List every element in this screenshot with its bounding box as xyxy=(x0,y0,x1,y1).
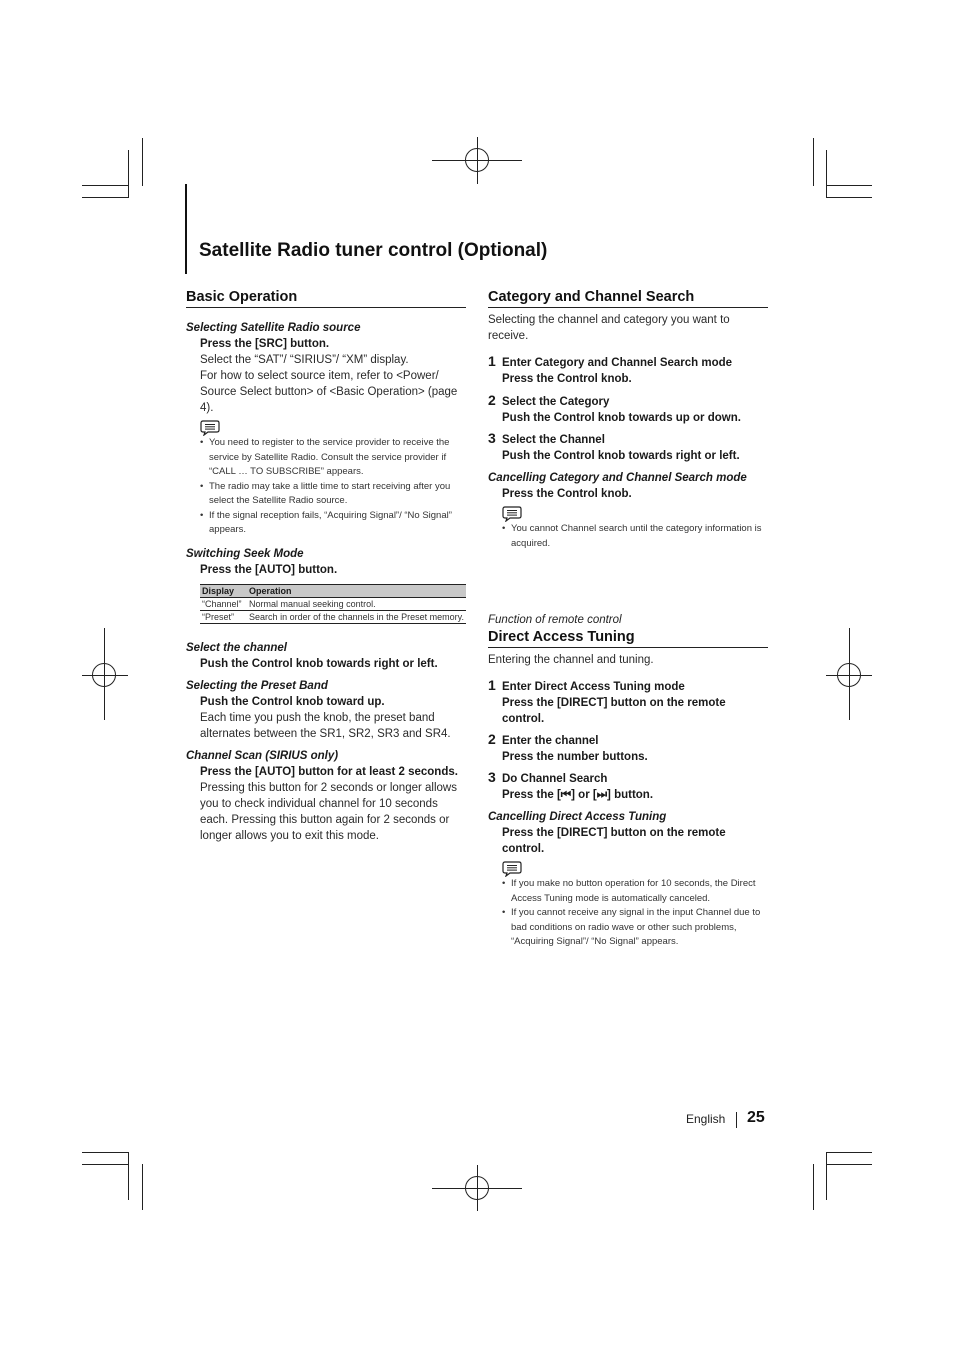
command-text: Press the [AUTO] button for at least 2 seconds. xyxy=(200,765,458,778)
notes-list xyxy=(488,522,768,551)
table-cell: “Preset” xyxy=(200,610,247,623)
note-icon xyxy=(200,420,220,436)
command-text: Press the [AUTO] button. xyxy=(200,563,338,576)
step-number: 2 xyxy=(488,392,496,408)
table-cell: Search in order of the channels in the Preset memory. xyxy=(249,611,464,622)
title-rule xyxy=(185,184,187,274)
step-item xyxy=(488,432,768,464)
table-row xyxy=(200,610,466,623)
subsection-title: Selecting Satellite Radio source xyxy=(186,322,361,334)
subsection-title: Cancelling Direct Access Tuning xyxy=(488,811,667,823)
command-text: Push the Control knob toward up. xyxy=(200,695,385,708)
section-title: Direct Access Tuning xyxy=(488,628,768,648)
command-text: Press the Control knob. xyxy=(502,488,632,500)
category-search-section xyxy=(488,288,768,551)
notes-list xyxy=(488,877,768,950)
step-title: Select the Channel xyxy=(502,434,605,446)
section-title: Category and Channel Search xyxy=(488,288,768,308)
body-text: Each time you push the knob, the preset band alternates between the SR1, SR2, SR3 and SR4. xyxy=(200,711,451,740)
subsection-title: Select the channel xyxy=(186,641,287,654)
table-cell: Normal manual seeking control. xyxy=(247,597,466,610)
table-row xyxy=(200,597,466,610)
function-label: Function of remote control xyxy=(488,614,622,626)
footer-divider xyxy=(736,1112,737,1128)
body-text: For how to select source item, refer to <Power/ Source Select button> of <Basic Operation> (page 4). xyxy=(200,370,458,414)
step-item xyxy=(488,679,768,727)
page-number: 25 xyxy=(747,1109,765,1126)
step-action: Press the [⏮] or [⏭] button. xyxy=(502,789,654,801)
intro-text: Entering the channel and tuning. xyxy=(488,654,654,666)
step-number: 1 xyxy=(488,353,496,369)
step-item xyxy=(488,733,768,765)
step-title: Enter Direct Access Tuning mode xyxy=(502,681,685,693)
page-title: Satellite Radio tuner control (Optional) xyxy=(199,240,548,261)
direct-access-section xyxy=(488,612,768,950)
command-text: Press the [SRC] button. xyxy=(200,338,330,350)
step-title: Enter Category and Channel Search mode xyxy=(502,357,733,369)
basic-operation-section xyxy=(186,288,466,844)
step-action: Push the Control knob towards right or left. xyxy=(502,450,740,462)
note-icon xyxy=(502,861,522,877)
section-title: Basic Operation xyxy=(186,288,466,308)
note-item: • You need to register to the service provider to receive the service by Satellite Radio. Consult the service provider if “CALL … TO SUBSCRIBE” appears. xyxy=(200,436,466,480)
subsection-title: Switching Seek Mode xyxy=(186,547,304,560)
step-action: Push the Control knob towards up or down. xyxy=(502,412,741,424)
step-item xyxy=(488,394,768,426)
step-title: Select the Category xyxy=(502,396,610,408)
step-number: 1 xyxy=(488,677,496,693)
intro-text: Selecting the channel and category you want to receive. xyxy=(488,314,730,342)
step-action: Press the [DIRECT] button on the remote control. xyxy=(502,697,726,725)
notes-list xyxy=(186,436,466,538)
note-item: • If you cannot receive any signal in the input Channel due to bad conditions on radio wave or other such problems, “Acquiring Signal”/ “No Signal” appears. xyxy=(502,906,768,950)
footer-language: English xyxy=(686,1112,726,1126)
table-cell: “Channel” xyxy=(200,597,247,610)
note-item: • If you make no button operation for 10 seconds, the Direct Access Tuning mode is automatically canceled. xyxy=(502,877,768,906)
seek-mode-table xyxy=(200,584,466,624)
step-number: 2 xyxy=(488,731,496,747)
subsection-title: Cancelling Category and Channel Search mode xyxy=(488,472,747,484)
table-header: Display xyxy=(200,584,247,597)
note-item: • You cannot Channel search until the category information is acquired. xyxy=(502,522,768,551)
step-title: Enter the channel xyxy=(502,735,599,747)
body-text: Select the “SAT”/ “SIRIUS”/ “XM” display. xyxy=(200,354,409,366)
step-number: 3 xyxy=(488,769,496,785)
command-text: Press the [DIRECT] button on the remote control. xyxy=(502,827,726,855)
step-action: Press the Control knob. xyxy=(502,373,632,385)
subsection-title: Selecting the Preset Band xyxy=(186,679,328,692)
note-icon xyxy=(502,506,522,522)
step-action: Press the number buttons. xyxy=(502,751,648,763)
body-text: Pressing this button for 2 seconds or longer allows you to check individual channel for 10 seconds each. Pressing this button again for 2 seconds or longer allows you to exit this mode. xyxy=(200,781,457,842)
subsection-title: Channel Scan (SIRIUS only) xyxy=(186,749,339,762)
table-header: Operation xyxy=(247,584,466,597)
step-item xyxy=(488,355,768,387)
step-title: Do Channel Search xyxy=(502,773,608,785)
step-number: 3 xyxy=(488,430,496,446)
command-text: Push the Control knob towards right or left. xyxy=(200,657,438,670)
note-item: • The radio may take a little time to start receiving after you select the Satellite Radio source. xyxy=(200,480,466,509)
note-item: • If the signal reception fails, “Acquiring Signal”/ “No Signal” appears. xyxy=(200,509,466,538)
step-item xyxy=(488,771,768,803)
